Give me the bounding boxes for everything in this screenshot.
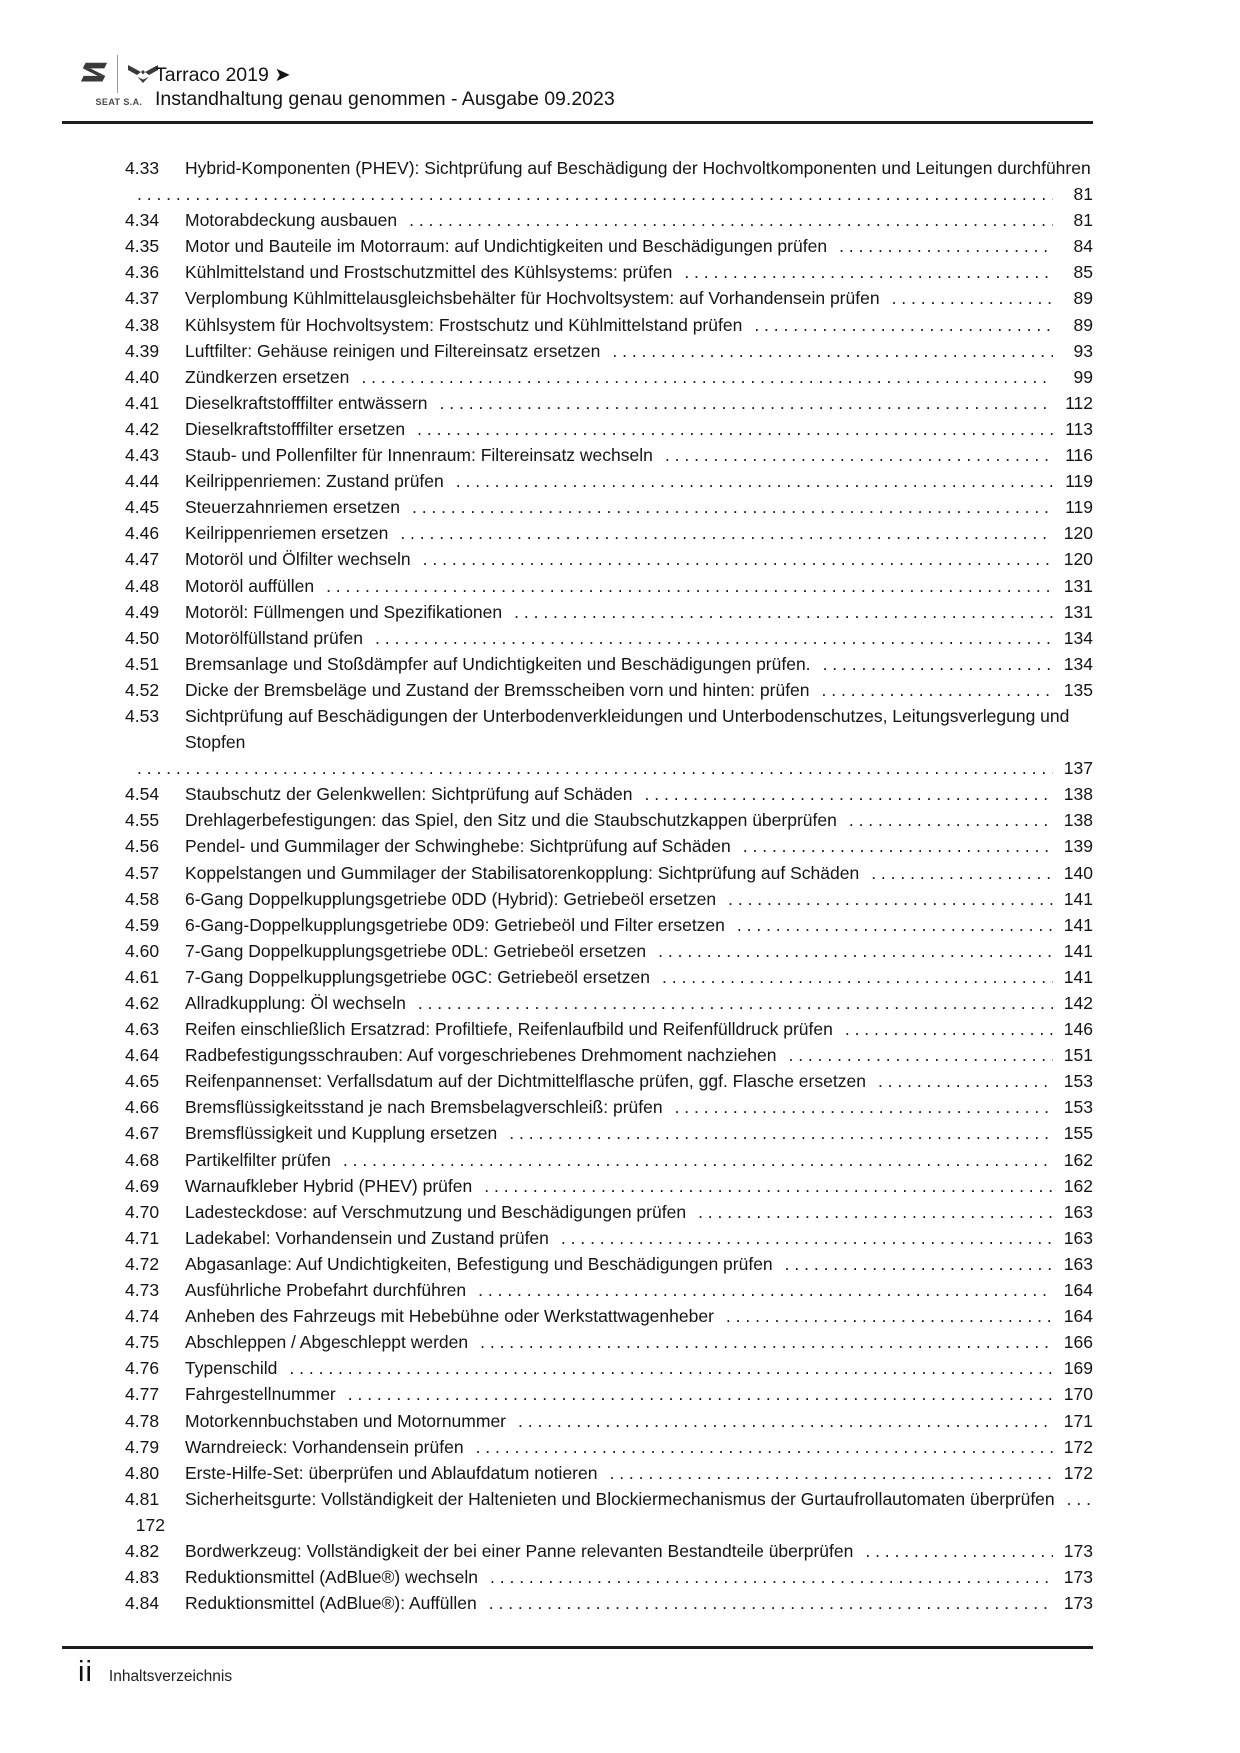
toc-leader-dots [731,833,1053,859]
toc-entry-title: Sicherheitsgurte: Vollständigkeit der Haltenieten und Blockiermechanismus der Gurtaufrollautomaten überprüfen [185,1488,1055,1509]
toc-entry-page: 134 [1063,627,1093,648]
toc-leader-dots [464,1434,1053,1460]
toc-entry-page: 151 [1063,1045,1093,1066]
toc-leader-dots [428,390,1053,416]
toc-leader-dots [866,1068,1053,1094]
footer-page-number: ii [78,1656,93,1688]
toc-entry-page: 134 [1063,653,1093,674]
toc-leader-dots [859,860,1053,886]
toc-entry-number: 4.65 [125,1071,160,1092]
toc-entry-number: 4.57 [125,862,160,883]
toc-row[interactable] [125,155,1093,207]
footer-text [78,1656,232,1689]
toc-row[interactable] [125,833,1093,859]
toc-entry-number: 4.84 [125,1593,160,1614]
toc-entry-page: 141 [1063,888,1093,909]
toc-entry-title: Motorabdeckung ausbauen [185,210,398,231]
toc-row[interactable] [125,416,1093,442]
toc-leader-dots [776,1042,1053,1068]
toc-row[interactable] [125,494,1093,520]
toc-entry-title: Drehlagerbefestigungen: das Spiel, den Sitz und die Staubschutzkappen überprüfen [185,810,837,831]
toc-leader-dots [468,1329,1053,1355]
toc-leader-dots [773,1251,1053,1277]
toc-entry-title: Motoröl: Füllmengen und Spezifikationen [185,601,503,622]
toc-entry-number: 4.73 [125,1280,160,1301]
toc-entry-page: 153 [1063,1097,1093,1118]
toc-entry-title: Abgasanlage: Auf Undichtigkeiten, Befestigung und Beschädigungen prüfen [185,1253,773,1274]
toc-entry-title: Staubschutz der Gelenkwellen: Sichtprüfung auf Schäden [185,784,633,805]
toc-entry-number: 4.38 [125,314,160,335]
toc-leader-dots [811,651,1053,677]
toc-leader-dots [810,677,1053,703]
toc-leader-dots [331,1147,1053,1173]
toc-leader-dots [633,781,1053,807]
toc-leader-dots [411,546,1053,572]
toc-row[interactable] [125,1408,1093,1434]
toc-leader-dots [650,964,1053,990]
toc-leader-dots [742,312,1053,338]
toc-entry-number: 4.72 [125,1253,160,1274]
toc-entry-number: 4.51 [125,653,160,674]
toc-row[interactable] [125,1251,1093,1277]
toc-leader-dots [497,1120,1053,1146]
toc-row[interactable] [125,233,1093,259]
toc-leader-dots [714,1303,1053,1329]
toc-entry-title: Hybrid-Komponenten (PHEV): Sichtprüfung auf Beschädigung der Hochvoltkomponenten und Leitungen durchführen [185,158,1091,178]
toc-row[interactable] [125,285,1093,311]
toc-entry-number: 4.47 [125,549,160,570]
document-title: Instandhaltung genau genommen - Ausgabe 09.2023 [155,88,615,110]
toc-leader-dots [725,912,1053,938]
toc-entry-number: 4.49 [125,601,160,622]
toc-leader-dots [833,1016,1053,1042]
toc-row[interactable] [125,625,1093,651]
toc-row[interactable] [125,1381,1093,1407]
toc-entry-number: 4.82 [125,1540,160,1561]
toc-entry-page: 137 [1063,758,1093,779]
toc-row[interactable] [125,546,1093,572]
toc-row[interactable] [125,1225,1093,1251]
logo-row [76,56,162,92]
toc-entry-number: 4.67 [125,1123,160,1144]
brand-block [76,56,162,107]
toc-row[interactable] [125,964,1093,990]
toc-leader-dots [125,755,1053,781]
footer-rule [62,1646,1093,1649]
toc-entry-title: 6-Gang-Doppelkupplungsgetriebe 0D9: Getriebeöl und Filter ersetzen [185,914,725,935]
toc-entry-number: 4.61 [125,966,160,987]
toc-row[interactable] [125,1068,1093,1094]
toc-leader-dots [716,886,1053,912]
toc-entry-number: 4.68 [125,1149,160,1170]
toc-entry-title: Reduktionsmittel (AdBlue®) wechseln [185,1567,479,1588]
toc-entry-title: Bremsanlage und Stoßdämpfer auf Undichtigkeiten und Beschädigungen prüfen. [185,653,811,674]
toc-row[interactable] [125,990,1093,1016]
toc-row[interactable] [125,1355,1093,1381]
toc-entry-page: 163 [1063,1201,1093,1222]
toc-row[interactable] [125,1016,1093,1042]
toc-entry-page: 171 [1063,1410,1093,1431]
toc-row[interactable] [125,468,1093,494]
toc-entry-page: 141 [1063,914,1093,935]
toc-leader-dots [549,1225,1053,1251]
toc-entry-page: 172 [1063,1436,1093,1457]
logo-divider [117,55,118,93]
toc-leader-dots [663,1094,1053,1120]
toc-leader-dots [502,599,1053,625]
header-titles [155,63,615,111]
toc-entry-number: 4.80 [125,1462,160,1483]
toc-entry-title: Kühlmittelstand und Frostschutzmittel des Kühlsystems: prüfen [185,262,673,283]
header-rule [62,121,1093,124]
toc-row[interactable] [125,364,1093,390]
toc-entry-number: 4.33 [125,158,160,178]
toc-row[interactable] [125,1303,1093,1329]
footer-section-label: Inhaltsverzeichnis [108,1668,233,1685]
toc-entry-number: 4.45 [125,497,160,518]
toc-entry-number: 4.76 [125,1358,160,1379]
toc-leader-dots [314,573,1053,599]
toc-entry-number: 4.41 [125,392,160,413]
toc-entry-title: Verplombung Kühlmittelausgleichsbehälter für Hochvoltsystem: auf Vorhandensein prüfen [185,288,880,309]
toc-leader-dots [363,625,1053,651]
toc-entry-page: 119 [1065,471,1093,492]
toc-leader-dots [478,1564,1053,1590]
toc-entry-number: 4.55 [125,810,160,831]
toc-entry-title: Ladesteckdose: auf Verschmutzung und Beschädigungen prüfen [185,1201,687,1222]
toc-entry-page: 138 [1063,810,1093,831]
toc-leader-dots [472,1173,1053,1199]
toc-entry-number: 4.63 [125,1019,160,1040]
toc-entry-title: 6-Gang Doppelkupplungsgetriebe 0DD (Hybrid): Getriebeöl ersetzen [185,888,717,909]
toc-row[interactable] [125,573,1093,599]
toc-entry-page: 162 [1063,1175,1093,1196]
toc-leader-dots [1055,1486,1093,1512]
toc-entry-title: Koppelstangen und Gummilager der Stabilisatorenkopplung: Sichtprüfung auf Schäden [185,862,860,883]
toc-entry-page: 172 [135,1514,165,1535]
toc-entry-title: Motoröl und Ölfilter wechseln [185,549,411,570]
toc-entry-title: Keilrippenriemen: Zustand prüfen [185,471,444,492]
toc-row[interactable] [125,520,1093,546]
toc-entry-number: 4.48 [125,575,160,596]
toc-entry-number: 4.56 [125,836,160,857]
toc-entry-number: 4.62 [125,993,160,1013]
toc-entry-title: Motor und Bauteile im Motorraum: auf Undichtigkeiten und Beschädigungen prüfen [185,236,828,257]
toc-row[interactable] [125,1120,1093,1146]
toc-entry-title: Bremsflüssigkeit und Kupplung ersetzen [185,1123,498,1144]
toc-entry-page: 164 [1063,1280,1093,1301]
toc-row[interactable] [125,781,1093,807]
toc-entry-title: Motorölfüllstand prüfen [185,627,364,648]
toc-entry-page: 172 [1063,1462,1093,1483]
toc-entry-number: 4.42 [125,418,160,439]
toc-entry-page: 162 [1063,1149,1093,1170]
toc-entry-title: Warndreieck: Vorhandensein prüfen [185,1436,464,1457]
toc-leader-dots [506,1408,1053,1434]
toc-entry-page: 112 [1065,392,1093,413]
toc-entry-number: 4.74 [125,1306,160,1327]
toc-entry-number: 4.58 [125,888,160,909]
toc-leader-dots [349,364,1053,390]
toc-leader-dots [466,1277,1053,1303]
toc-entry-page: 155 [1063,1123,1093,1144]
toc-entry-title: Ausführliche Probefahrt durchführen [185,1280,467,1301]
toc-entry-page: 142 [1063,993,1093,1013]
toc-entry-page: 120 [1063,549,1093,570]
toc-row[interactable] [125,1199,1093,1225]
toc-row[interactable] [125,1147,1093,1173]
toc-row[interactable] [125,1538,1093,1564]
toc-entry-page: 164 [1063,1306,1093,1327]
toc-entry-number: 4.46 [125,523,160,544]
toc-entry-number: 4.66 [125,1097,160,1118]
toc-entry-title: Erste-Hilfe-Set: überprüfen und Ablaufdatum notieren [185,1462,598,1483]
toc-entry-page: 169 [1063,1358,1093,1379]
toc-row[interactable] [125,1173,1093,1199]
toc-leader-dots [600,338,1053,364]
toc-leader-dots [388,520,1053,546]
toc-entry-page: 81 [1073,184,1093,205]
toc-entry-number: 4.59 [125,914,160,935]
toc-entry-page: 81 [1073,210,1093,231]
toc-entry-number: 4.40 [125,366,160,387]
toc-leader-dots [672,259,1053,285]
toc-leader-dots [397,207,1053,233]
toc-entry-page: 89 [1073,288,1093,309]
toc-entry-page: 166 [1063,1332,1093,1353]
toc-entry-title: Fahrgestellnummer [185,1384,336,1405]
toc-entry-title: Steuerzahnriemen ersetzen [185,497,400,518]
toc-entry-number: 4.81 [125,1488,160,1509]
toc-entry-page: 173 [1063,1593,1093,1614]
toc-entry-title: Luftfilter: Gehäuse reinigen und Filtereinsatz ersetzen [185,340,601,361]
toc-leader-dots [837,807,1053,833]
toc-entry-page: 84 [1073,236,1093,257]
toc-row[interactable] [125,338,1093,364]
toc-leader-dots [406,990,1053,1016]
toc-entry-page: 170 [1063,1384,1093,1405]
toc-entry-title: Staub- und Pollenfilter für Innenraum: Filtereinsatz wechseln [185,445,653,466]
toc-entry-title: Bordwerkzeug: Vollständigkeit der bei einer Panne relevanten Bestandteile überprüfen [185,1540,854,1561]
company-name: SEAT S.A. [95,97,143,107]
toc-entry-number: 4.50 [125,627,160,648]
toc-entry-title: Reifenpannenset: Verfallsdatum auf der Dichtmittelflasche prüfen, ggf. Flasche ersetzen [185,1071,866,1092]
toc-entry-number: 4.78 [125,1410,160,1431]
toc-entry-title: Typenschild [185,1358,278,1379]
toc-entry-number: 4.77 [125,1384,160,1405]
toc-entry-number: 4.37 [125,288,160,309]
toc-entry-page: 139 [1063,836,1093,857]
toc-entry-title: Bremsflüssigkeitsstand je nach Bremsbelagverschleiß: prüfen [185,1097,663,1118]
toc-entry-number: 4.83 [125,1567,160,1588]
toc-row[interactable] [125,1590,1093,1616]
toc-entry-page: 135 [1063,679,1093,700]
toc-entry-number: 4.52 [125,679,160,700]
toc-row[interactable] [125,703,1093,781]
toc-row[interactable] [125,207,1093,233]
toc-entry-page: 141 [1063,940,1093,961]
toc-entry-page: 163 [1063,1227,1093,1248]
toc-entry-page: 89 [1073,314,1093,335]
toc-entry-page: 93 [1073,340,1093,361]
toc-entry-title: Zündkerzen ersetzen [185,366,350,387]
toc-leader-dots [444,468,1053,494]
toc-entry-page: 85 [1073,262,1093,283]
toc-row[interactable] [125,1564,1093,1590]
toc-entry-page: 146 [1063,1019,1093,1040]
toc-leader-dots [827,233,1053,259]
toc-entry-title: Ladekabel: Vorhandensein und Zustand prüfen [185,1227,549,1248]
toc-entry-number: 4.35 [125,236,160,257]
toc-row[interactable] [125,1486,1093,1538]
toc-entry-page: 153 [1063,1071,1093,1092]
toc-entry-number: 4.34 [125,210,160,231]
toc-entry-number: 4.60 [125,940,160,961]
toc-entry-number: 4.39 [125,340,160,361]
toc-entry-number: 4.69 [125,1175,160,1196]
toc-row[interactable] [125,1434,1093,1460]
toc-row[interactable] [125,1277,1093,1303]
toc-row[interactable] [125,1329,1093,1355]
toc-entry-title: Motorkennbuchstaben und Motornummer [185,1410,507,1431]
toc-row[interactable] [125,651,1093,677]
toc-entry-title: Sichtprüfung auf Beschädigungen der Unterbodenverkleidungen und Unterbodenschutzes, Leitungsverlegung und Stopfen [185,705,1070,753]
toc-leader-dots [400,494,1053,520]
toc-entry-title: 7-Gang Doppelkupplungsgetriebe 0DL: Getriebeöl ersetzen [185,940,647,961]
toc-entry-title: 7-Gang Doppelkupplungsgetriebe 0GC: Getriebeöl ersetzen [185,966,651,987]
toc-list [125,155,1093,1616]
toc-row[interactable] [125,259,1093,285]
toc-entry-number: 4.79 [125,1436,160,1457]
toc-row[interactable] [125,1042,1093,1068]
toc-entry-title: Kühlsystem für Hochvoltsystem: Frostschutz und Kühlmittelstand prüfen [185,314,743,335]
toc-leader-dots [597,1460,1053,1486]
toc-row[interactable] [125,442,1093,468]
toc-row[interactable] [125,1460,1093,1486]
toc-entry-page: 140 [1063,862,1093,883]
toc-entry-title: Warnaufkleber Hybrid (PHEV) prüfen [185,1175,473,1196]
toc-leader-dots [853,1538,1053,1564]
toc-row[interactable] [125,860,1093,886]
toc-entry-title: Allradkupplung: Öl wechseln [185,993,406,1013]
toc-entry-number: 4.54 [125,784,160,805]
toc-entry-page: 113 [1065,418,1093,439]
toc-entry-page: 119 [1065,497,1093,518]
toc-leader-dots [477,1590,1053,1616]
toc-row[interactable] [125,886,1093,912]
toc-row[interactable] [125,390,1093,416]
toc-entry-title: Dieselkraftstofffilter ersetzen [185,418,406,439]
toc-entry-number: 4.70 [125,1201,160,1222]
seat-logo-icon [79,61,109,87]
toc-row[interactable] [125,912,1093,938]
toc-entry-page: 120 [1063,523,1093,544]
toc-entry-page: 173 [1063,1567,1093,1588]
model-title: Tarraco 2019 ➤ [155,64,291,86]
toc-leader-dots [686,1199,1053,1225]
toc-leader-dots [405,416,1053,442]
toc-entry-title: Pendel- und Gummilager der Schwinghebe: Sichtprüfung auf Schäden [185,836,731,857]
toc-entry-title: Keilrippenriemen ersetzen [185,523,389,544]
toc-entry-title: Radbefestigungsschrauben: Auf vorgeschriebenes Drehmoment nachziehen [185,1045,777,1066]
toc-entry-title: Reifen einschließlich Ersatzrad: Profiltiefe, Reifenlaufbild und Reifenfülldruck prüfen [185,1019,833,1040]
toc-entry-page: 173 [1063,1540,1093,1561]
toc-entry-page: 131 [1063,601,1093,622]
toc-leader-dots [277,1355,1053,1381]
toc-entry-page: 99 [1073,366,1093,387]
toc-entry-title: Dicke der Bremsbeläge und Zustand der Bremsscheiben vorn und hinten: prüfen [185,679,810,700]
toc-leader-dots [880,285,1053,311]
toc-entry-title: Reduktionsmittel (AdBlue®): Auffüllen [185,1593,477,1614]
toc-entry-number: 4.43 [125,445,160,466]
toc-leader-dots [646,938,1053,964]
toc-row[interactable] [125,312,1093,338]
toc-entry-number: 4.53 [125,705,160,726]
toc-row[interactable] [125,677,1093,703]
toc-entry-title: Motoröl auffüllen [185,575,315,596]
toc-entry-title: Anheben des Fahrzeugs mit Hebebühne oder Werkstattwagenheber [185,1306,714,1327]
toc-entry-page: 163 [1063,1253,1093,1274]
toc-entry-number: 4.75 [125,1332,160,1353]
toc-row[interactable] [125,599,1093,625]
toc-entry-title: Partikelfilter prüfen [185,1149,331,1170]
toc-entry-title: Dieselkraftstofffilter entwässern [185,392,428,413]
toc-entry-number: 4.64 [125,1045,160,1066]
toc-entry-number: 4.44 [125,471,160,492]
toc-leader-dots [336,1381,1053,1407]
toc-entry-number: 4.71 [125,1227,160,1248]
toc-leader-dots [653,442,1053,468]
toc-leader-dots [125,181,1053,207]
toc-entry-page: 116 [1065,445,1093,466]
toc-row[interactable] [125,807,1093,833]
toc-entry-title: Abschleppen / Abgeschleppt werden [185,1332,469,1353]
toc-entry-page: 131 [1063,575,1093,596]
toc-entry-page: 138 [1063,784,1093,805]
toc-row[interactable] [125,938,1093,964]
toc-entry-page: 141 [1063,966,1093,987]
toc-entry-number: 4.36 [125,262,160,283]
toc-row[interactable] [125,1094,1093,1120]
